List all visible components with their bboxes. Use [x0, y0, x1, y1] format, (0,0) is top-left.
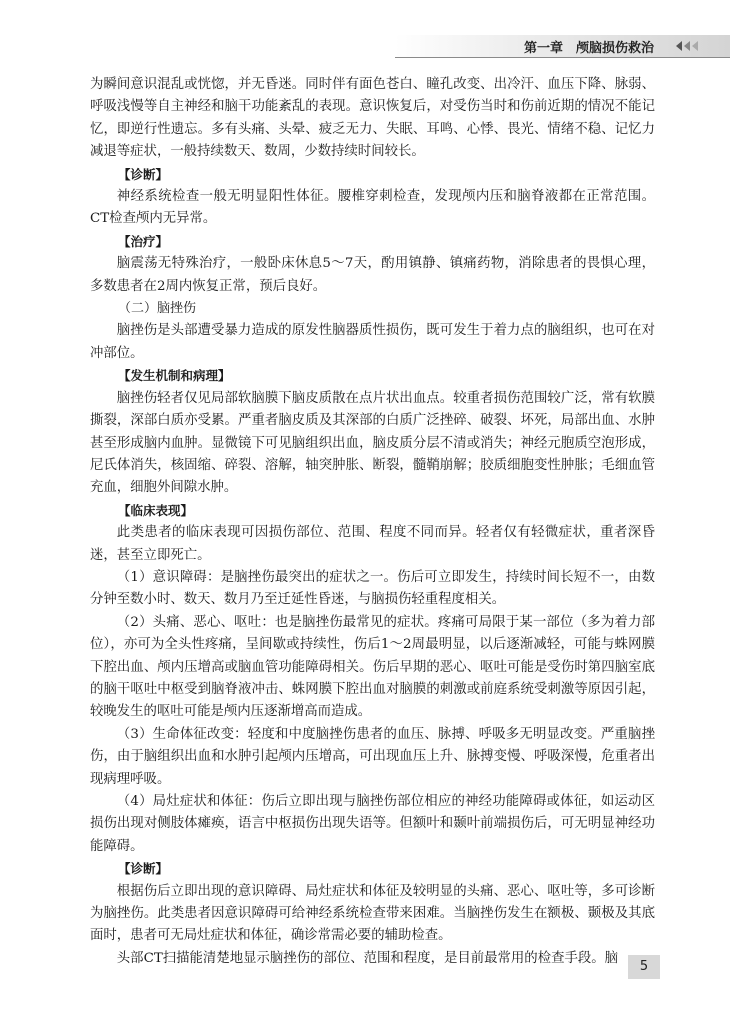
paragraph: 脑震荡无特殊治疗，一般卧床休息5～7天，酌用镇静、镇痛药物，消除患者的畏惧心理，多数患者在2周内恢复正常，预后良好。 [90, 256, 655, 294]
paragraph: 头部CT扫描能清楚地显示脑挫伤的部位、范围和程度，是目前最常用的检查手段。脑 [116, 950, 619, 966]
paragraph: 脑挫伤轻者仅见局部软脑膜下脑皮质散在点片状出血点。较重者损伤范围较广泛，常有软膜撕裂，深部白质亦受累。严重者脑皮质及其深部的白质广泛挫碎、破裂、坏死，局部出血、水肿甚至形成脑内血肿。显微镜下可见脑组织出血，脑皮质分层不清或消失；神经元胞质空泡形成，尼氏体消失，核固缩、碎裂、溶解，轴突肿胀、断裂，髓鞘崩解；胶质细胞变性肿胀；毛细血管充血，细胞外间隙水肿。 [90, 390, 655, 496]
page-number: 5 [628, 955, 660, 979]
section-tag: 【诊断】 [118, 861, 169, 877]
list-item: （3）生命体征改变：轻度和中度脑挫伤患者的血压、脉搏、呼吸多无明显改变。严重脑挫伤，由于脑组织出血和水肿引起颅内压增高，可出现血压上升、脉搏变慢、呼吸深慢，危重者出现病理呼吸。 [90, 726, 655, 787]
section-tag: 【诊断】 [118, 166, 169, 182]
paragraph: 神经系统检查一般无明显阳性体征。腰椎穿刺检查，发现颅内压和脑脊液都在正常范围。CT检查颅内无异常。 [90, 189, 655, 227]
paragraph: 为瞬间意识混乱或恍惚，并无昏迷。同时伴有面色苍白、瞳孔改变、出冷汗、血压下降、脉弱、呼吸浅慢等自主神经和脑干功能紊乱的表现。意识恢复后，对受伤当时和伤前近期的情况不能记忆，即逆行性遗忘。多有头痛、头晕、疲乏无力、失眠、耳鸣、心悸、畏光、情绪不稳、记忆力减退等症状，一般持续数天、数周，少数持续时间较长。 [90, 77, 655, 160]
subsection-heading: （二）脑挫伤 [118, 301, 197, 317]
page-body [90, 74, 655, 970]
list-item: （1）意识障碍：是脑挫伤最突出的症状之一。伤后可立即发生，持续时间长短不一，由数分钟至数小时、数天、数月乃至迁延性昏迷，与脑损伤轻重程度相关。 [90, 569, 655, 608]
paragraph: 此类患者的临床表现可因损伤部位、范围、程度不同而异。轻者仅有轻微症状，重者深昏迷，甚至立即死亡。 [90, 525, 655, 563]
list-item: （2）头痛、恶心、呕吐：也是脑挫伤最常见的症状。疼痛可局限于某一部位（多为着力部位），亦可为全头性疼痛，呈间歇或持续性，伤后1～2周最明显，以后逐渐减轻，可能与蛛网膜下腔出血、颅内压增高或脑血管功能障碍相关。伤后早期的恶心、呕吐可能是受伤时第四脑室底的脑干呕吐中枢受到脑脊液冲击、蛛网膜下腔出血对脑膜的刺激或前庭系统受刺激等原因引起，较晚发生的呕吐可能是颅内压逐渐增高而造成。 [90, 614, 655, 720]
header-rule [395, 57, 730, 58]
section-tag: 【治疗】 [118, 233, 169, 249]
paragraph: 脑挫伤是头部遭受暴力造成的原发性脑器质性损伤，既可发生于着力点的脑组织，也可在对冲部位。 [90, 323, 655, 361]
section-tag: 【临床表现】 [118, 502, 194, 518]
chevron-left-icon [676, 40, 698, 52]
paragraph: 根据伤后立即出现的意识障碍、局灶症状和体征及较明显的头痛、恶心、呕吐等，多可诊断为脑挫伤。此类患者因意识障碍可给神经系统检查带来困难。当脑挫伤发生在额极、颞极及其底面时，患者可无局灶症状和体征，确诊常需必要的辅助检查。 [90, 883, 655, 944]
section-tag: 【发生机制和病理】 [118, 368, 231, 384]
chapter-title: 第一章 颅脑损伤救治 [524, 41, 655, 56]
list-item: （4）局灶症状和体征：伤后立即出现与脑挫伤部位相应的神经功能障碍或体征，如运动区损伤出现对侧肢体瘫痪，语言中枢损伤出现失语等。但额叶和颞叶前端损伤后，可无明显神经功能障碍。 [90, 794, 655, 854]
